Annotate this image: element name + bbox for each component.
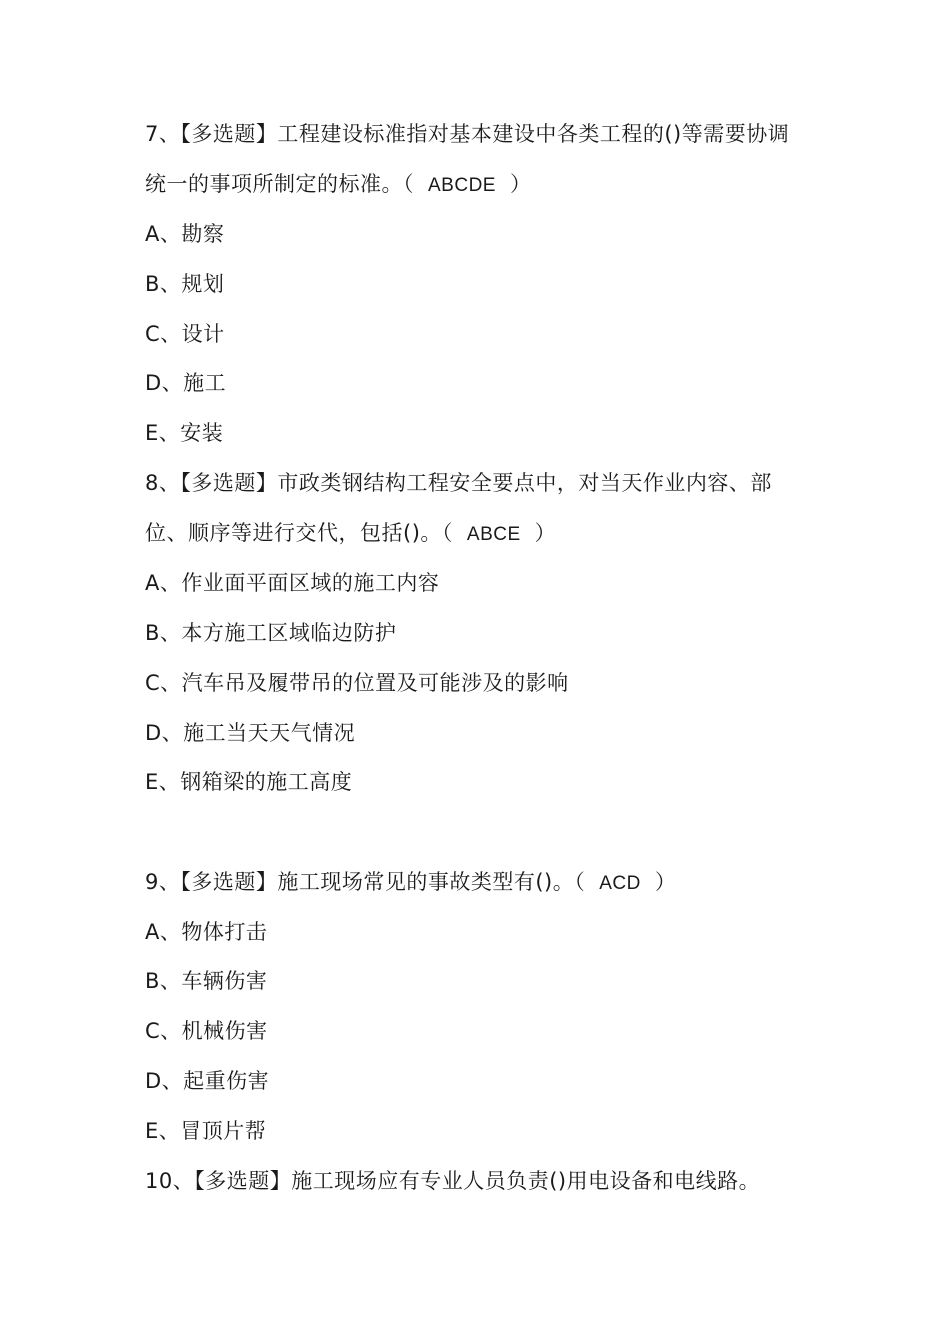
- question-8-answer: ABCE: [466, 524, 521, 545]
- question-7-option-a: A、勘察: [145, 222, 225, 246]
- question-7-answer: ABCDE: [428, 175, 496, 196]
- question-7-stem-line2: [145, 169, 531, 201]
- question-9-option-a: A、物体打击: [145, 920, 268, 944]
- question-7-stem-line1: 7、【多选题】工程建设标准指对基本建设中各类工程的()等需要协调: [145, 122, 790, 146]
- question-9-option-d: D、起重伤害: [145, 1069, 270, 1093]
- question-10-stem-line1: 10、【多选题】施工现场应有专业人员负责()用电设备和电线路。: [145, 1169, 761, 1193]
- question-7-option-e: E、安装: [145, 421, 224, 445]
- question-8-option-e: E、钢箱梁的施工高度: [145, 770, 353, 794]
- question-8-stem-line2: [145, 518, 556, 550]
- question-9-option-e: E、冒顶片帮: [145, 1119, 267, 1143]
- question-7-stem-suffix: ）: [509, 172, 532, 196]
- question-9-stem-prefix: 9、【多选题】施工现场常见的事故类型有()。（: [145, 870, 586, 894]
- question-9-stem-suffix: ）: [654, 870, 677, 894]
- question-7-option-d: D、施工: [145, 371, 227, 395]
- question-9-option-b: B、车辆伤害: [145, 969, 268, 993]
- question-8-stem-prefix: 位、顺序等进行交代，包括()。（: [145, 521, 453, 545]
- question-8-option-a: A、作业面平面区域的施工内容: [145, 571, 440, 595]
- question-7-option-c: C、设计: [145, 322, 225, 346]
- question-9-option-c: C、机械伤害: [145, 1019, 268, 1043]
- question-8-stem-suffix: ）: [534, 521, 557, 545]
- question-9-stem: [145, 867, 676, 899]
- question-8-option-d: D、施工当天天气情况: [145, 721, 356, 745]
- question-9-answer: ACD: [599, 873, 641, 894]
- question-7-option-b: B、规划: [145, 272, 225, 296]
- question-7-stem-prefix: 统一的事项所制定的标准。（: [145, 172, 414, 196]
- question-8-option-b: B、本方施工区域临边防护: [145, 621, 397, 645]
- question-8-option-c: C、汽车吊及履带吊的位置及可能涉及的影响: [145, 671, 569, 695]
- question-8-stem-line1: 8、【多选题】市政类钢结构工程安全要点中，对当天作业内容、部: [145, 471, 772, 495]
